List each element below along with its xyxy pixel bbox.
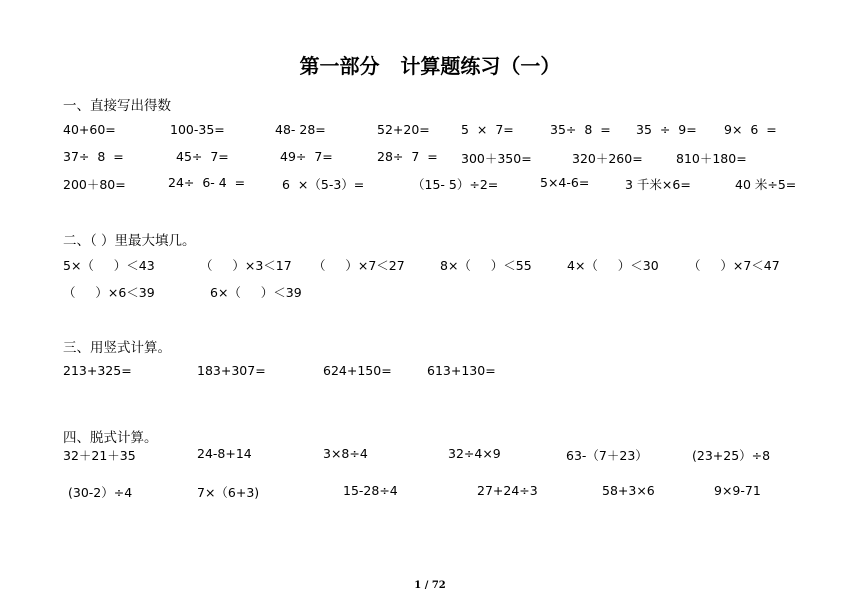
- problem: 5 × 7=: [461, 122, 514, 137]
- problem: 200＋80=: [63, 177, 126, 192]
- section-2-heading: 二、（ ）里最大填几。: [63, 233, 196, 249]
- section-3-heading: 三、用竖式计算。: [63, 340, 171, 356]
- problem: 9×9-71: [714, 483, 761, 498]
- problem: 40+60=: [63, 122, 116, 137]
- problem: 4×（ ）＜30: [567, 258, 659, 273]
- problem: 48- 28=: [275, 122, 326, 137]
- problem: 35 ÷ 9=: [636, 122, 697, 137]
- problem: 613+130=: [427, 363, 496, 378]
- problem: 49÷ 7=: [280, 149, 333, 164]
- section-1-heading: 一、直接写出得数: [63, 98, 171, 114]
- problem: 15-28÷4: [343, 483, 398, 498]
- page-title: 第一部分 计算题练习（一）: [299, 54, 561, 78]
- problem: 7×（6+3): [197, 485, 260, 500]
- problem: 24-8+14: [197, 446, 252, 461]
- problem: 58+3×6: [602, 483, 655, 498]
- problem: 624+150=: [323, 363, 392, 378]
- page-number: 1 / 72: [414, 580, 446, 591]
- problem: （ ）×6＜39: [63, 285, 155, 300]
- problem: 183+307=: [197, 363, 266, 378]
- problem: 6 ×（5-3）=: [282, 177, 365, 192]
- problem: 100-35=: [170, 122, 225, 137]
- problem: 40 米÷5=: [735, 177, 797, 192]
- problem: （ ）×7＜27: [313, 258, 405, 273]
- problem: 9× 6 =: [724, 122, 777, 137]
- problem: 320＋260=: [572, 151, 643, 166]
- problem: 3×8÷4: [323, 446, 368, 461]
- problem: 6×（ ）＜39: [210, 285, 302, 300]
- problem: 300＋350=: [461, 151, 532, 166]
- problem: 32＋21＋35: [63, 448, 136, 463]
- problem: 37÷ 8 =: [63, 149, 124, 164]
- section-4-heading: 四、脱式计算。: [63, 430, 158, 446]
- problem: (30-2）÷4: [68, 485, 133, 500]
- problem: （15- 5）÷2=: [412, 177, 499, 192]
- problem: 213+325=: [63, 363, 132, 378]
- problem: 63-（7＋23）: [566, 448, 648, 463]
- problem: 24÷ 6- 4 =: [168, 175, 246, 190]
- problem: 45÷ 7=: [176, 149, 229, 164]
- problem: 810＋180=: [676, 151, 747, 166]
- problem: 5×4-6=: [540, 175, 590, 190]
- problem: （ ）×7＜47: [688, 258, 780, 273]
- problem: 3 千米×6=: [625, 177, 691, 192]
- problem: 8×（ ）＜55: [440, 258, 532, 273]
- problem: 28÷ 7 =: [377, 149, 438, 164]
- problem: 32÷4×9: [448, 446, 501, 461]
- problem: 52+20=: [377, 122, 430, 137]
- problem: （ ）×3＜17: [200, 258, 292, 273]
- problem: 27+24÷3: [477, 483, 538, 498]
- problem: 5×（ ）＜43: [63, 258, 155, 273]
- problem: (23+25）÷8: [692, 448, 771, 463]
- problem: 35÷ 8 =: [550, 122, 611, 137]
